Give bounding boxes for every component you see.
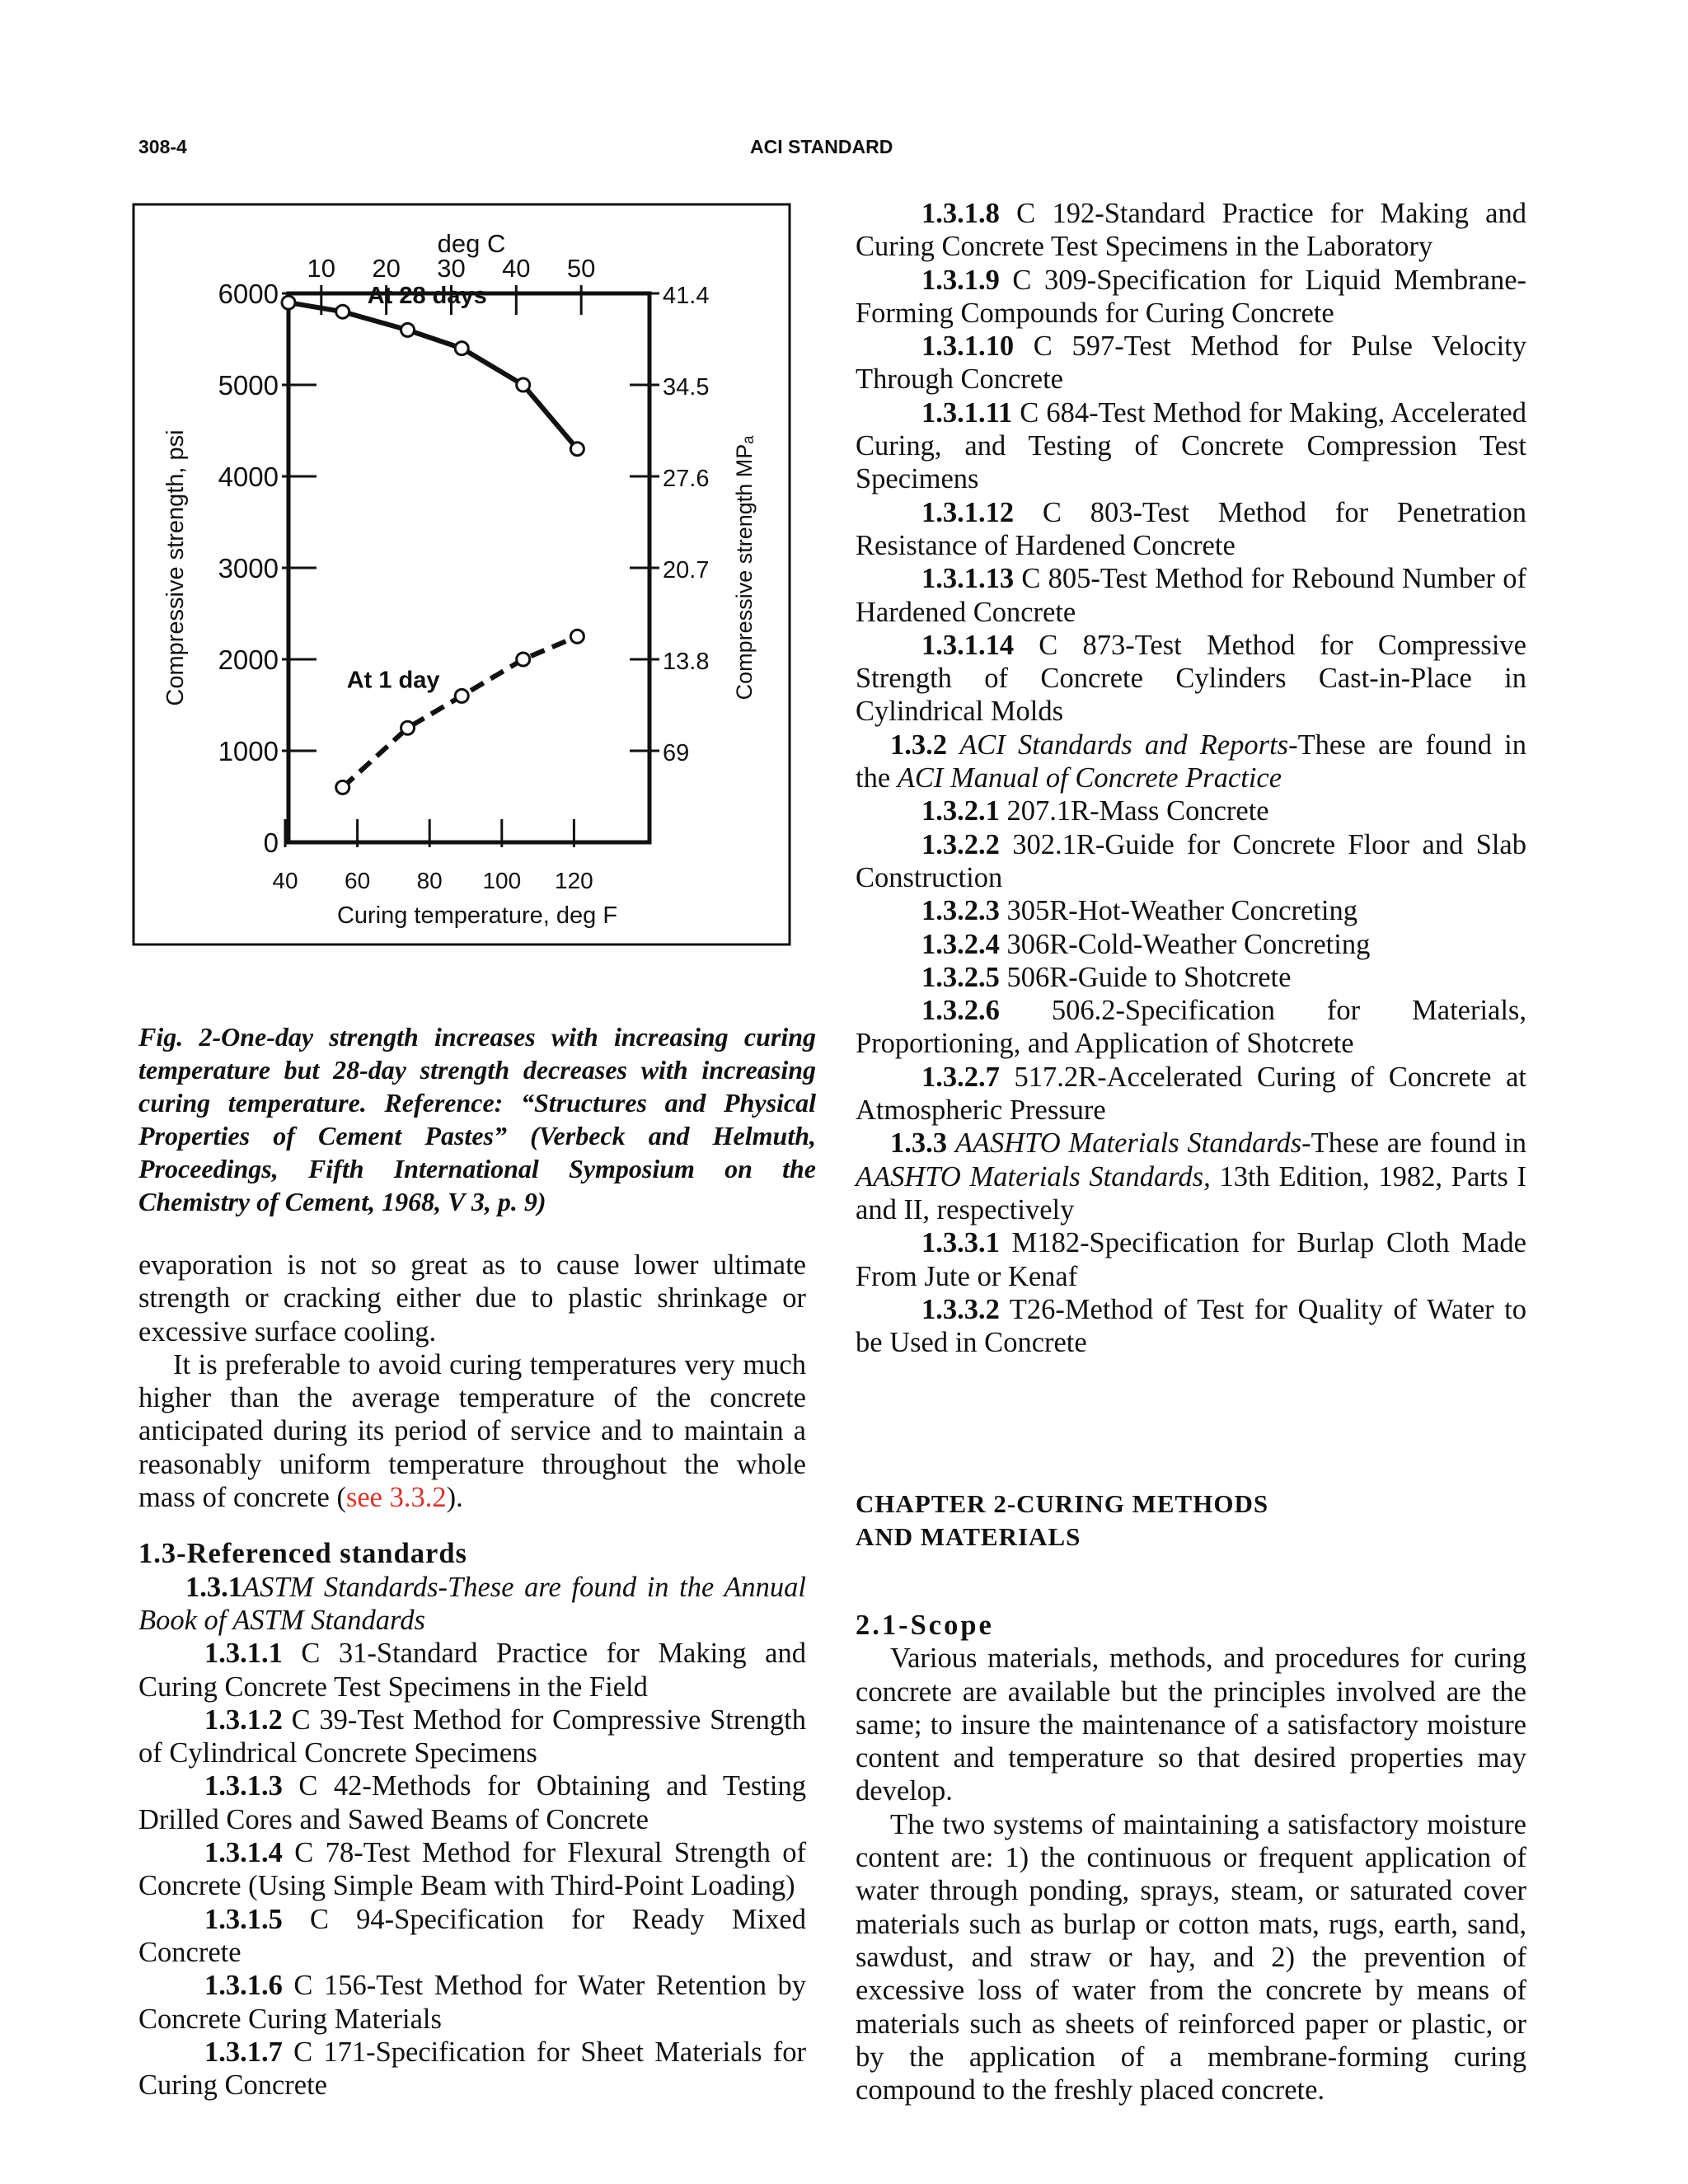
x-tick-label: 100 [482, 868, 522, 893]
standard-number: 1.3.1.8 [921, 198, 1000, 229]
standard-text: C 684-Test Method for Making, Accelerated Curing, and Testing of Concrete Compression Test Specimens [856, 396, 1526, 495]
y-tick-label: 5000 [218, 370, 279, 401]
standard-number: 1.3.1.6 [204, 1970, 283, 2002]
y-tick-label: 0 [263, 827, 279, 858]
section-heading: 1.3-Referenced standards [138, 1538, 467, 1570]
standard-number: 1.3.2.7 [921, 1061, 1000, 1093]
standard-text: C 309-Specification for Liquid Membrane-Forming Compounds for Curing Concrete [856, 264, 1526, 329]
standard-item [856, 396, 1526, 496]
standard-text: C 171-Specification for Sheet Materials for Curing Concrete [138, 2036, 806, 2102]
top-tick-label: 30 [437, 254, 466, 283]
standard-number: 1.3.1.7 [204, 2036, 283, 2068]
standard-text: 207.1R-Mass Concrete [999, 795, 1269, 827]
standard-text: T26-Method of Test for Quality of Water to be Used in Concrete [856, 1293, 1526, 1359]
standard-item [856, 330, 1526, 396]
standard-item [856, 1226, 1526, 1293]
standard-item [138, 1969, 806, 2036]
data-point [517, 653, 530, 666]
standard-item [856, 629, 1526, 729]
standard-number: 1.3.1.14 [921, 629, 1015, 661]
standard-text: C 805-Test Method for Rebound Number of Hardened Concrete [856, 563, 1526, 628]
standard-text: 517.2R-Accelerated Curing of Concrete at Atmospheric Pressure [856, 1061, 1526, 1127]
chapter-heading [856, 1488, 1526, 1554]
chapter-title-line2: AND MATERIALS [856, 1522, 1081, 1552]
standard-item [856, 197, 1526, 264]
aashto-list [856, 1226, 1526, 1359]
page-number: 308-4 [138, 136, 187, 157]
standard-item [138, 1704, 806, 1770]
top-tick-label: 20 [372, 254, 401, 283]
standard-number: 1.3.1.13 [921, 563, 1015, 595]
standard-text: C 94-Specification for Ready Mixed Concrete [138, 1903, 806, 1968]
series-line [288, 302, 577, 449]
section-link[interactable]: see 3.3.2 [345, 1482, 447, 1514]
standard-number: 1.3.1.11 [921, 396, 1013, 429]
aci-standards-intro: 1.3.2 ACI Standards and Reports-These are found in the ACI Manual of Concrete Practice [856, 729, 1527, 794]
standard-item [856, 1293, 1526, 1360]
standard-number: 1.3.1.3 [204, 1770, 283, 1802]
top-axis-title: deg C [437, 229, 506, 258]
data-point [282, 296, 295, 309]
data-point [455, 342, 468, 355]
astm-list [138, 1637, 806, 2102]
standard-text: C 192-Standard Practice for Making and Curing Concrete Test Specimens in the Laboratory [856, 198, 1526, 263]
standard-number: 1.3.1.2 [204, 1704, 283, 1736]
chapter-title-line1: CHAPTER 2-CURING METHODS [856, 1489, 1269, 1518]
standard-item [138, 1637, 806, 1704]
y-right-tick-label: 20.7 [663, 557, 710, 583]
standard-number: 1.3.1.9 [921, 264, 1000, 296]
data-point [570, 443, 584, 456]
x-tick-label: 40 [272, 868, 298, 893]
standard-text: C 156-Test Method for Water Retention by Concrete Curing Materials [138, 1970, 806, 2035]
scope-heading: 2.1-Scope [856, 1610, 994, 1641]
y-right-tick-label: 41.4 [663, 283, 710, 309]
y-tick-label: 3000 [218, 553, 279, 583]
figure-caption: Fig. 2-One-day strength increases with increasing curing temperature but 28-day strength decreases with increasing curing temperature. Reference: “Structures and Physical Properties of Cement Pastes” (Verbeck and Helmuth, Proceedings, Fifth International Symposium on the Chemistry of Cement, 1968, V 3, p. 9) [138, 1022, 816, 1216]
standard-item [856, 994, 1526, 1061]
standard-number: 1.3.1.1 [204, 1638, 283, 1670]
y-tick-label: 2000 [218, 644, 279, 675]
standard-number: 1.3.2.4 [921, 928, 1000, 960]
standard-item [138, 1903, 806, 1970]
scope-section [856, 1609, 1526, 2107]
data-point [455, 689, 468, 702]
standard-text: C 78-Test Method for Flexural Strength of Concrete (Using Simple Beam with Third-Point Loading) [138, 1837, 806, 1902]
aci-list [856, 794, 1526, 1127]
astm-standards-intro: 1.3.1ASTM Standards-These are found in the Annual Book of ASTM Standards [138, 1571, 806, 1636]
aashto-standards-intro: 1.3.3 AASHTO Materials Standards-These are found in AASHTO Materials Standards, 13th Edition, 1982, Parts I and II, respectively [856, 1127, 1527, 1226]
standard-item [856, 928, 1526, 961]
data-point [336, 305, 349, 318]
top-tick-label: 40 [502, 254, 531, 283]
series-label: At 1 day [346, 667, 440, 694]
standard-text: C 873-Test Method for Compressive Strength of Concrete Cylinders Cast-in-Place in Cylindrical Molds [856, 629, 1526, 728]
series-label: At 28 days [367, 283, 487, 310]
standard-item [856, 562, 1526, 629]
standard-item [856, 828, 1526, 895]
data-point [401, 323, 415, 336]
data-point [336, 780, 349, 794]
standard-number: 1.3.2.2 [921, 828, 1000, 860]
x-tick-label: 80 [416, 868, 443, 893]
y-right-tick-label: 27.6 [663, 466, 710, 492]
standard-text: 305R-Hot-Weather Concreting [999, 895, 1357, 927]
paragraph: It is preferable to avoid curing temperatures very much higher than the average temperature of the concrete anticipated during its period of service and to maintain a reasonably uniform temperature throughout the whole mass of concrete (see 3.3.2). [138, 1348, 806, 1514]
top-tick-label: 50 [566, 254, 596, 283]
y-tick-label: 6000 [218, 279, 279, 309]
data-point [517, 378, 530, 391]
standard-item [856, 496, 1526, 563]
paragraph: Various materials, methods, and procedures for curing concrete are available but the principles involved are the same; to insure the maintenance of a satisfactory moisture content and temperature so that desired properties may develop. [856, 1643, 1526, 1807]
standard-number: 1.3.1.5 [204, 1903, 283, 1935]
standard-item [856, 894, 1526, 927]
x-tick-label: 120 [555, 868, 593, 893]
paragraph: evaporation is not so great as to cause lower ultimate strength or cracking either due to plastic shrinkage or excessive surface cooling. [138, 1249, 806, 1347]
y-right-axis-title: Compressive strength MPₐ [732, 435, 757, 701]
standard-number: 1.3.2.3 [921, 895, 1000, 927]
y-right-tick-label: 13.8 [663, 649, 710, 675]
standard-number: 1.3.3.1 [921, 1227, 1000, 1259]
standard-item [856, 264, 1526, 330]
plot-area [288, 293, 649, 842]
x-axis-title: Curing temperature, deg F [336, 902, 618, 929]
y-right-tick-label: 69 [663, 740, 690, 766]
strength-vs-curing-temperature-chart [132, 203, 791, 946]
standard-item [138, 1836, 806, 1903]
standard-text: C 42-Methods for Obtaining and Testing Drilled Cores and Sawed Beams of Concrete [138, 1770, 806, 1835]
standard-text: 506R-Guide to Shotcrete [999, 961, 1292, 993]
data-point [570, 630, 584, 643]
series-line [343, 636, 578, 787]
y-axis-title: Compressive strength, psi [162, 429, 189, 706]
standard-item [138, 1769, 806, 1836]
paragraph: The two systems of maintaining a satisfactory moisture content are: 1) the continuous or frequent application of water through ponding, sprays, steam, or saturated cover materials such as burlap or cotton mats, rugs, earth, sand, sawdust, and straw or hay, and 2) the prevention of excessive loss of water from the concrete by means of materials such as sheets of reinforced paper or plastic, or by the application of a membrane-forming curing compound to the freshly placed concrete. [856, 1808, 1526, 2107]
left-column [138, 1249, 806, 2102]
standard-number: 1.3.1.10 [921, 330, 1015, 363]
top-tick-label: 10 [307, 254, 336, 283]
standard-item [856, 1061, 1526, 1127]
standard-item [856, 961, 1526, 994]
x-tick-label: 60 [345, 868, 371, 893]
standard-text: 302.1R-Guide for Concrete Floor and Slab Construction [856, 828, 1526, 893]
data-point [401, 721, 415, 734]
standard-text: M182-Specification for Burlap Cloth Made From Jute or Kenaf [856, 1227, 1526, 1292]
standard-text: C 39-Test Method for Compressive Strength of Cylindrical Concrete Specimens [138, 1704, 806, 1769]
y-tick-label: 1000 [218, 736, 279, 766]
standard-text: C 31-Standard Practice for Making and Curing Concrete Test Specimens in the Field [138, 1638, 806, 1703]
y-tick-label: 4000 [218, 462, 279, 492]
standard-number: 1.3.2.5 [921, 961, 1000, 993]
standard-number: 1.3.1.4 [204, 1837, 283, 1869]
y-right-tick-label: 34.5 [663, 374, 710, 401]
astm-list-continued [856, 197, 1526, 729]
standard-number: 1.3.2.6 [921, 995, 1000, 1027]
standard-number: 1.3.1.12 [921, 496, 1015, 528]
standard-number: 1.3.2.1 [921, 795, 1000, 827]
standard-number: 1.3.3.2 [921, 1293, 1000, 1325]
standard-text: C 803-Test Method for Penetration Resistance of Hardened Concrete [856, 496, 1526, 561]
standard-text: 506.2-Specification for Materials, Proportioning, and Application of Shotcrete [856, 995, 1526, 1060]
running-title: ACI STANDARD [750, 136, 893, 157]
right-column [856, 197, 1526, 1359]
standard-item [856, 794, 1526, 827]
standard-item [138, 2036, 806, 2102]
standard-text: 306R-Cold-Weather Concreting [999, 928, 1371, 960]
standard-text: C 597-Test Method for Pulse Velocity Through Concrete [856, 330, 1526, 396]
